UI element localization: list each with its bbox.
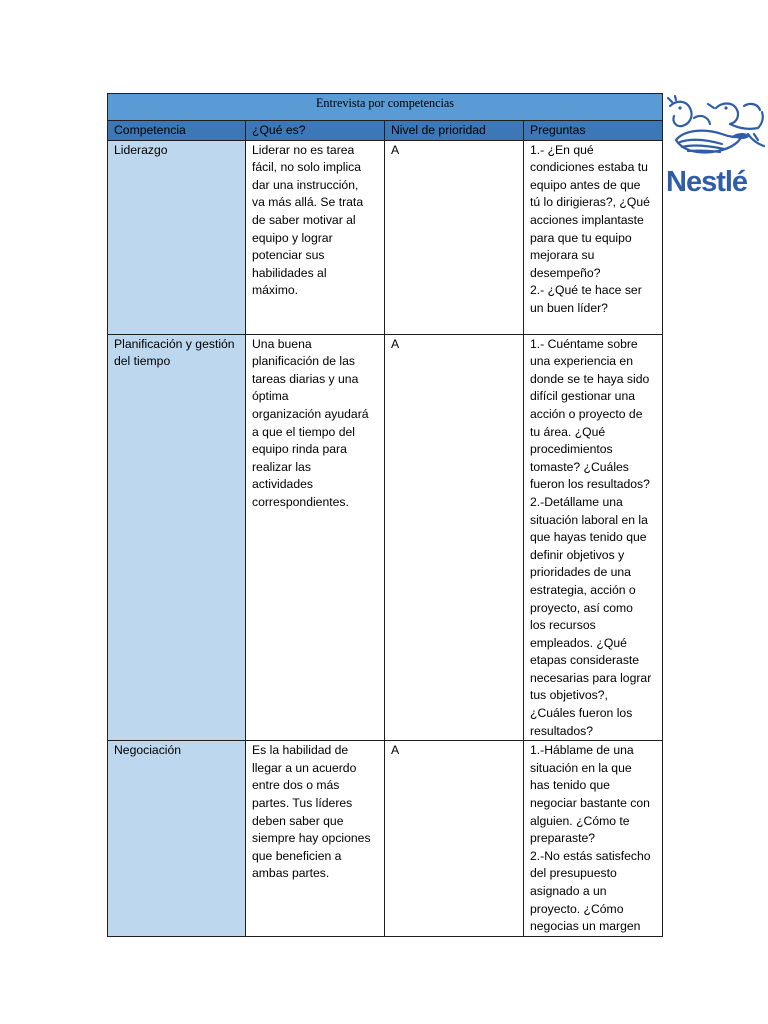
prioridad-cell: A (385, 334, 524, 741)
preguntas-cell: 1.-Háblame de una situación en la que has tenido que negociar bastante con alguien. ¿Cómo te preparaste? 2.-No estás satisfecho del presupuesto asignado a un proyecto. ¿Cómo negocias un margen (524, 741, 663, 937)
prioridad-cell: A (385, 741, 524, 937)
nest-birds-icon (664, 94, 766, 166)
que-es-cell: Una buena planificación de las tareas diarias y una óptima organización ayudará a que el tiempo del equipo rinda para realizar las actividades correspondientes. (246, 334, 385, 741)
competency-table (107, 93, 663, 937)
table-title-row (108, 94, 663, 121)
table-title: Entrevista por competencias (108, 94, 663, 121)
que-es-cell: Liderar no es tarea fácil, no solo implica dar una instrucción, va más allá. Se trata de saber motivar al equipo y lograr potenciar sus habilidades al máximo. (246, 140, 385, 334)
table-header-row (108, 121, 663, 141)
table-row (108, 334, 663, 741)
column-header-preguntas: Preguntas (524, 121, 663, 141)
preguntas-cell: 1.- Cuéntame sobre una experiencia en donde se te haya sido difícil gestionar una acción o proyecto de tu área. ¿Qué procedimientos tomaste? ¿Cuáles fueron los resultados? 2.-Detállame una situación laboral en la que hayas tenido que definir objetivos y prioridades de una estrategia, acción o proyecto, así como los recursos empleados. ¿Qué etapas consideraste necesarias para lograr tus objetivos?, ¿Cuáles fueron los resultados? (524, 334, 663, 741)
column-header-que-es: ¿Qué es? (246, 121, 385, 141)
table-row (108, 140, 663, 334)
preguntas-cell: 1.- ¿En qué condiciones estaba tu equipo antes de que tú lo dirigieras?, ¿Qué acciones implantaste para que tu equipo mejorara su desempeño? 2.- ¿Qué te hace ser un buen líder? (524, 140, 663, 334)
table-row (108, 741, 663, 937)
column-header-prioridad: Nivel de prioridad (385, 121, 524, 141)
prioridad-cell: A (385, 140, 524, 334)
competencia-cell: Planificación y gestión del tiempo (108, 334, 246, 741)
column-header-competencia: Competencia (108, 121, 246, 141)
competencia-cell: Negociación (108, 741, 246, 937)
competencia-cell: Liderazgo (108, 140, 246, 334)
que-es-cell: Es la habilidad de llegar a un acuerdo entre dos o más partes. Tus líderes deben saber que siempre hay opciones que beneficien a ambas partes. (246, 741, 385, 937)
nestle-wordmark: Nestlé (666, 166, 748, 198)
